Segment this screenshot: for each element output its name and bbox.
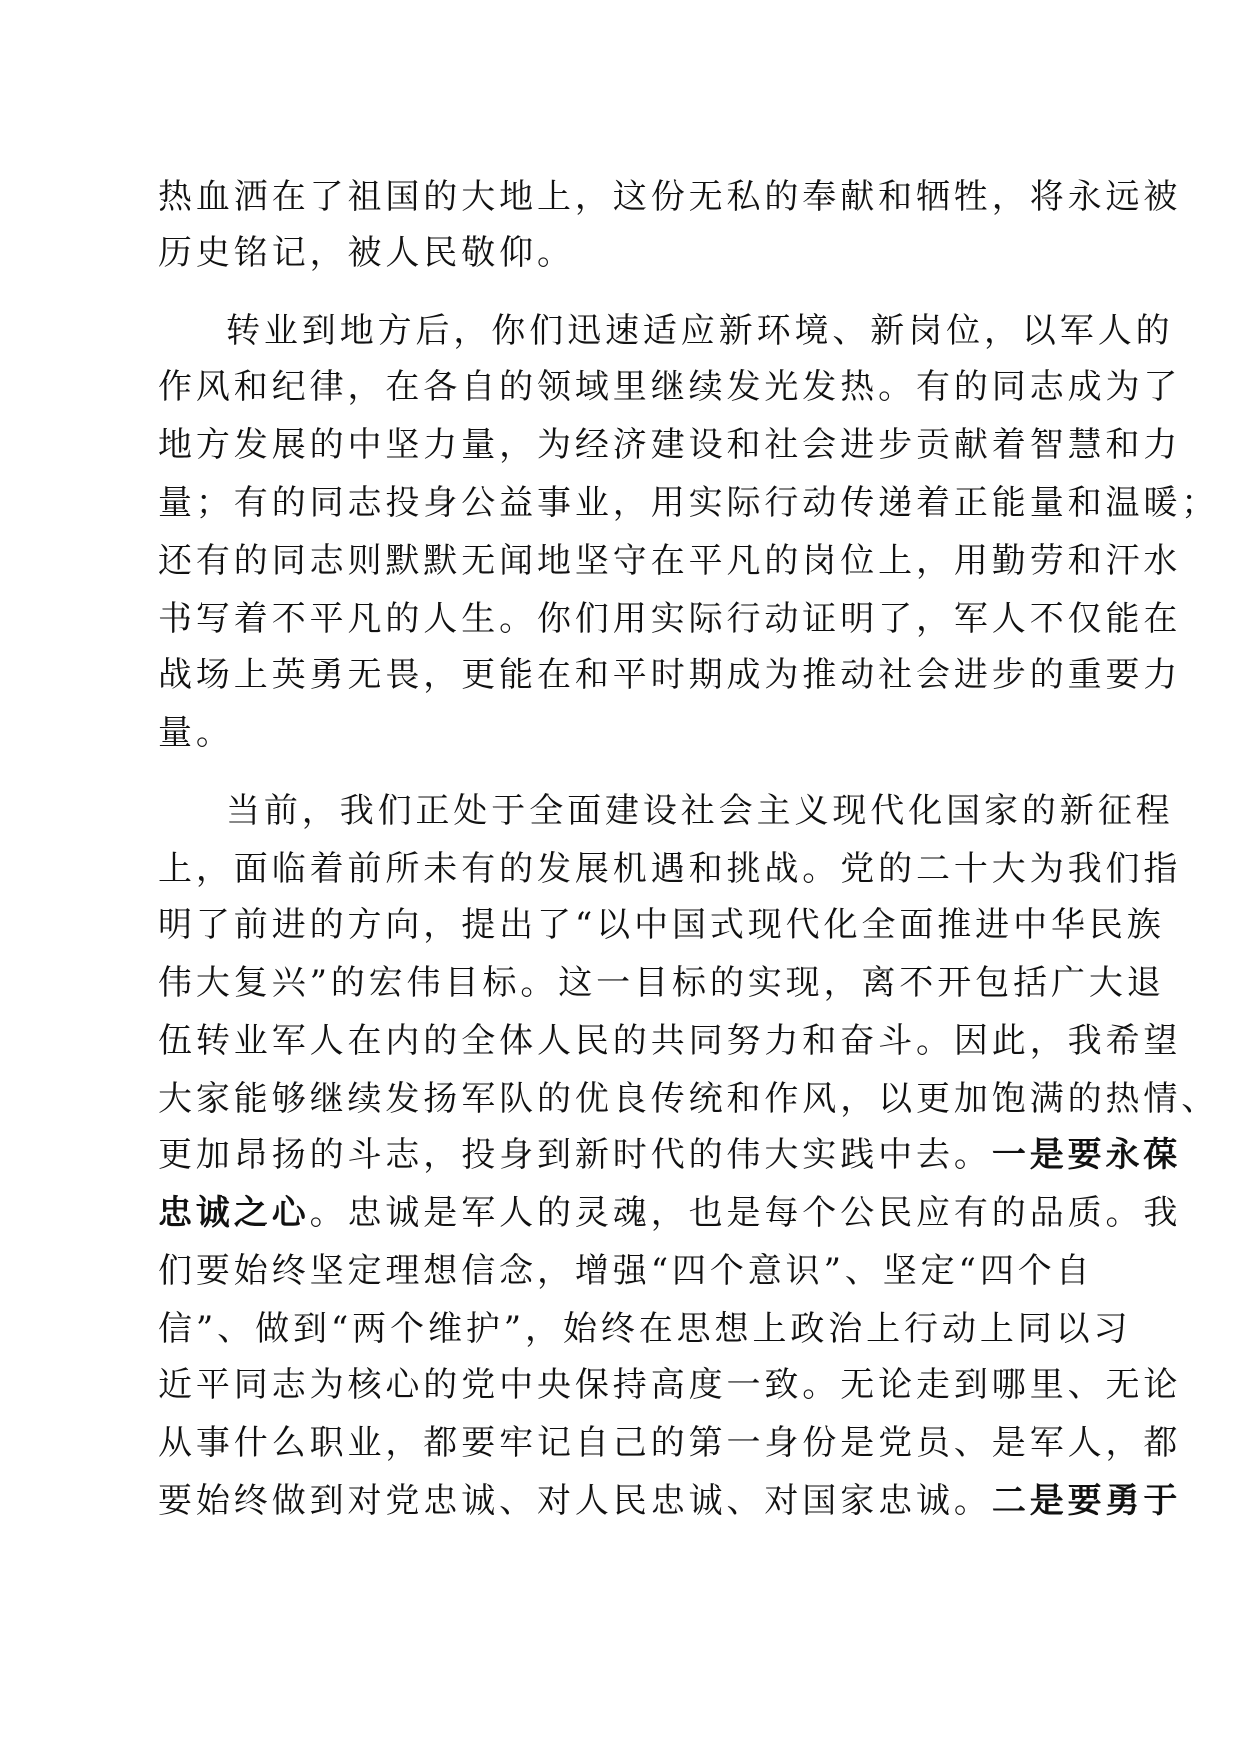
paragraph-first-line xyxy=(226,308,1174,354)
text-segment: 要始终做到对党忠诚、对人民忠诚、对国家忠诚。 xyxy=(158,1481,992,1521)
text-line xyxy=(158,846,1181,892)
text-segment: 热血洒在了祖国的大地上，这份无私的奉献和牺牲，将永远被 xyxy=(158,177,1182,217)
emphasis-heading: 忠诚之心 xyxy=(158,1193,310,1233)
text-segment: 。忠诚是军人的灵魂，也是每个公民应有的品质。我 xyxy=(309,1193,1182,1233)
text-line xyxy=(158,230,575,276)
text-segment: 书写着不平凡的人生。你们用实际行动证明了，军人不仅能在 xyxy=(158,599,1182,639)
text-segment: 伍转业军人在内的全体人民的共同努力和奋斗。因此，我希望 xyxy=(158,1021,1182,1061)
text-line xyxy=(158,710,234,756)
text-segment: 量；有的同志投身公益事业，用实际行动传递着正能量和温暖； xyxy=(158,483,1220,523)
text-line xyxy=(158,652,1181,698)
text-segment: 当前，我们正处于全面建设社会主义现代化国家的新征程 xyxy=(226,791,1174,831)
text-segment: 上，面临着前所未有的发展机遇和挑战。党的二十大为我们指 xyxy=(158,849,1182,889)
text-segment: 转业到地方后，你们迅速适应新环境、新岗位，以军人的 xyxy=(226,311,1174,351)
text-segment: 大家能够继续发扬军队的优良传统和作风，以更加饱满的热情、 xyxy=(158,1079,1220,1119)
text-line xyxy=(158,422,1181,468)
text-line xyxy=(158,1478,1181,1524)
text-segment: 战场上英勇无畏，更能在和平时期成为推动社会进步的重要力 xyxy=(158,655,1182,695)
text-segment: 地方发展的中坚力量，为经济建设和社会进步贡献着智慧和力 xyxy=(158,425,1182,465)
text-segment: 近平同志为核心的党中央保持高度一致。无论走到哪里、无论 xyxy=(158,1365,1182,1405)
text-line xyxy=(158,1076,1219,1122)
text-line xyxy=(158,1018,1181,1064)
text-line xyxy=(158,960,1165,1006)
text-line xyxy=(158,174,1181,220)
text-line xyxy=(158,1306,1131,1352)
text-segment: 作风和纪律，在各自的领域里继续发光发热。有的同志成为了 xyxy=(158,367,1182,407)
text-segment: 从事什么职业，都要牢记自己的第一身份是党员、是军人，都 xyxy=(158,1423,1182,1463)
text-segment: 明了前进的方向，提出了“以中国式现代化全面推进中华民族 xyxy=(158,905,1165,945)
text-segment: 量。 xyxy=(158,713,234,753)
text-line xyxy=(158,1362,1181,1408)
text-line xyxy=(158,1248,1094,1294)
text-line xyxy=(158,480,1219,526)
paragraph-first-line xyxy=(226,788,1174,834)
text-segment: 历史铭记，被人民敬仰。 xyxy=(158,233,575,273)
text-line xyxy=(158,1420,1181,1466)
text-segment: 还有的同志则默默无闻地坚守在平凡的岗位上，用勤劳和汗水 xyxy=(158,541,1182,581)
text-line xyxy=(158,1190,1181,1236)
text-segment: 信”、做到“两个维护”，始终在思想上政治上行动上同以习 xyxy=(158,1309,1132,1349)
text-line xyxy=(158,538,1181,584)
text-line xyxy=(158,596,1181,642)
text-line xyxy=(158,364,1181,410)
text-line xyxy=(158,1132,1181,1178)
text-segment: 伟大复兴”的宏伟目标。这一目标的实现，离不开包括广大退 xyxy=(158,963,1165,1003)
emphasis-heading: 一是要永葆 xyxy=(991,1135,1182,1175)
text-segment: 们要始终坚定理想信念，增强“四个意识”、坚定“四个自 xyxy=(158,1251,1094,1291)
text-line xyxy=(158,902,1165,948)
emphasis-heading: 二是要勇于 xyxy=(991,1481,1182,1521)
text-segment: 更加昂扬的斗志，投身到新时代的伟大实践中去。 xyxy=(158,1135,992,1175)
